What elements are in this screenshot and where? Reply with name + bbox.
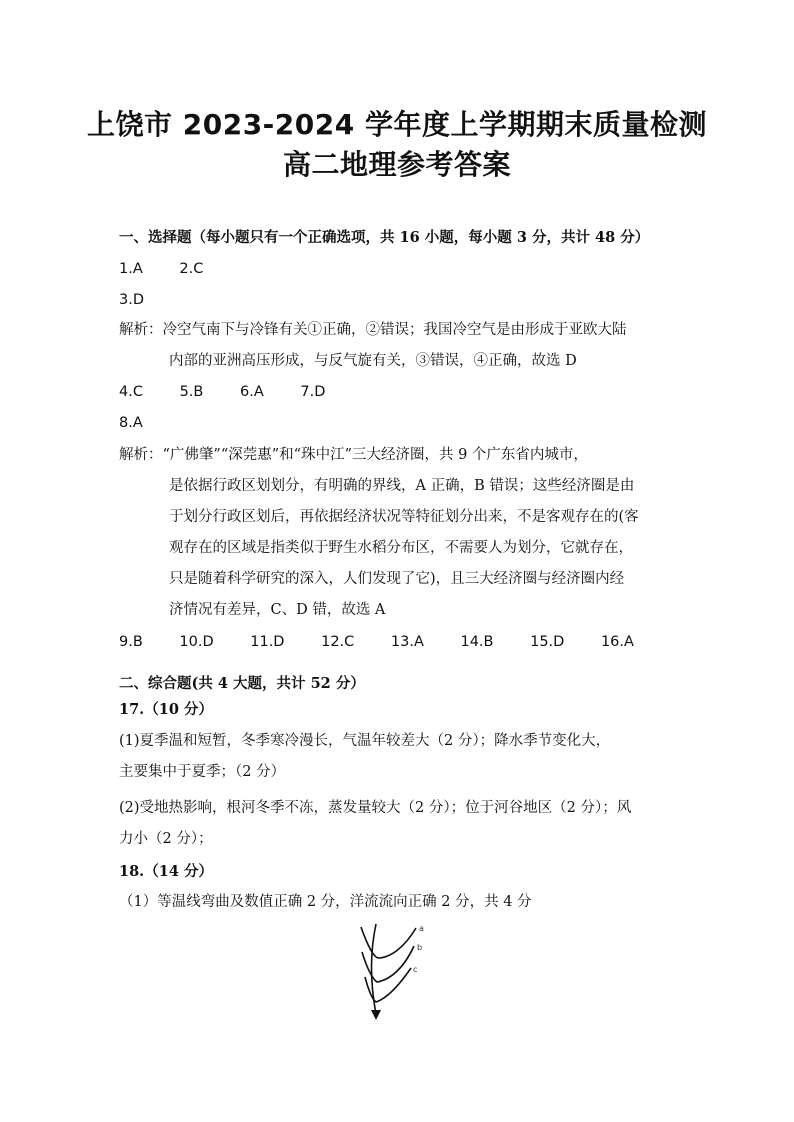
isotherm-a <box>361 927 416 958</box>
q18-label: 18.（14 分） <box>119 863 213 880</box>
answer-3: 3.D <box>119 292 144 308</box>
answer-10: 10.D <box>179 634 214 650</box>
document-subtitle: 高二地理参考答案 <box>282 148 511 181</box>
answer-row-1 <box>119 259 203 279</box>
q17-p2-line-2: 力小（2 分）； <box>119 831 213 847</box>
analysis-8-line-6: 济情况有差异，C、D 错，故选 A <box>169 602 386 618</box>
section2-heading: 二、综合题(共 4 大题，共计 52 分） <box>119 675 365 692</box>
analysis-3-line-2: 内部的亚洲高压形成，与反气旋有关，③错误，④正确，故选 D <box>169 353 577 369</box>
answer-2: 2.C <box>179 261 204 277</box>
answer-9: 9.B <box>119 634 143 650</box>
analysis-8-line-3: 于划分行政区划后，再依据经济状况等特征划分出来，不是客观存在的(客 <box>169 509 639 525</box>
answer-8: 8.A <box>119 415 143 431</box>
isotherm-b <box>362 946 414 982</box>
answer-row-5 <box>119 632 634 652</box>
answer-12: 12.C <box>321 634 355 650</box>
q17-p1-line-2: 主要集中于夏季；（2 分） <box>119 764 286 780</box>
isotherm-current-figure <box>356 922 446 1022</box>
answer-14: 14.B <box>460 634 494 650</box>
analysis-8-line-1: 解析：“广佛肇”“深莞惠”和“珠中江”三大经济圈，共 9 个广东省内城市， <box>119 447 588 463</box>
analysis-8-line-4: 观存在的区域是指类似于野生水稻分布区，不需要人为划分，它就存在， <box>169 540 633 556</box>
answer-7: 7.D <box>300 384 326 400</box>
answer-row-3 <box>119 382 325 402</box>
answer-1: 1.A <box>119 261 143 277</box>
isotherm-label-c: c <box>413 965 418 974</box>
q17-label: 17.（10 分） <box>119 701 213 718</box>
section1-heading: 一、选择题（每小题只有一个正确选项，共 16 小题，每小题 3 分，共计 48 分） <box>119 229 650 246</box>
q17-p2-line-1: (2)受地热影响，根河冬季不冻，蒸发量较大（2 分）；位于河谷地区（2 分）；风 <box>119 800 632 816</box>
analysis-3-line-1: 解析：冷空气南下与冷锋有关①正确，②错误；我国冷空气是由形成于亚欧大陆 <box>119 322 627 338</box>
q17-p1-line-1: (1)夏季温和短暂，冬季寒冷漫长，气温年较差大（2 分）；降水季节变化大， <box>119 733 611 749</box>
analysis-8-line-5: 只是随着科学研究的深入，人们发现了它)，且三大经济圈与经济圈内经 <box>169 571 625 587</box>
answer-4: 4.C <box>119 384 143 400</box>
answer-11: 11.D <box>250 634 285 650</box>
answer-6: 6.A <box>239 384 264 400</box>
document-title: 上饶市 2023-2024 学年度上学期期末质量检测 <box>87 108 707 141</box>
q18-p1: （1）等温线弯曲及数值正确 2 分，洋流流向正确 2 分，共 4 分 <box>119 894 532 910</box>
current-arrow-icon <box>371 1010 381 1020</box>
analysis-8-line-2: 是依据行政区划划分，有明确的界线，A 正确，B 错误；这些经济圈是由 <box>169 478 635 494</box>
answer-5: 5.B <box>179 384 204 400</box>
isotherm-label-b: b <box>417 943 423 952</box>
answer-15: 15.D <box>530 634 565 650</box>
answer-13: 13.A <box>390 634 424 650</box>
isotherm-label-a: a <box>419 924 424 933</box>
answer-16: 16.A <box>600 634 634 650</box>
